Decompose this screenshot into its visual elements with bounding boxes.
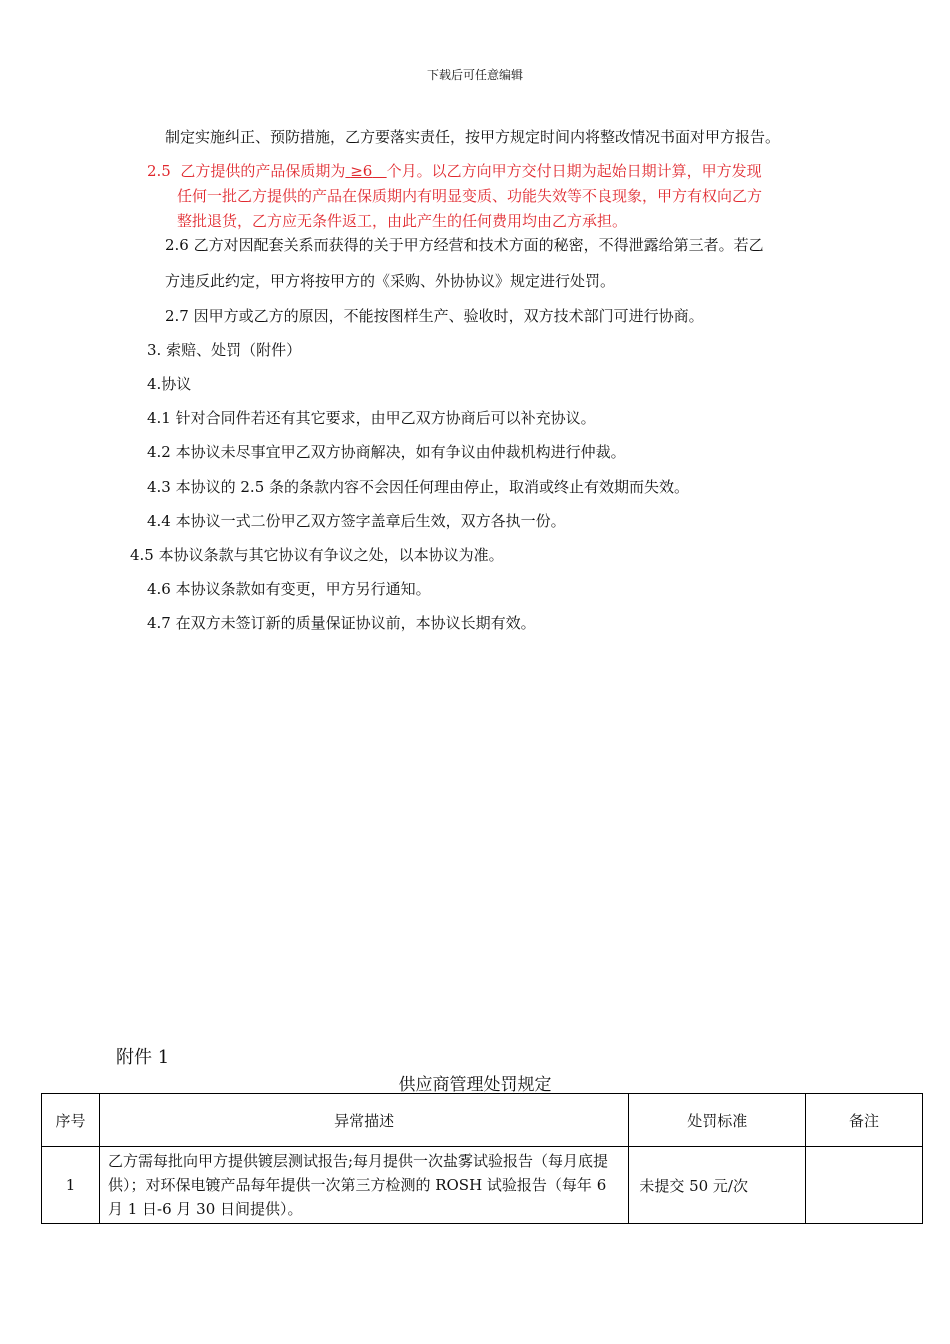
header-description: 异常描述	[99, 1094, 628, 1147]
clause-number: 2.5	[147, 162, 171, 180]
cell-remark	[806, 1147, 923, 1224]
clause-2-7: 2.7 因甲方或乙方的原因，不能按图样生产、验收时，双方技术部门可进行协商。	[165, 307, 704, 325]
clause-2-6-line-2: 方违反此约定，甲方将按甲方的《采购、外协协议》规定进行处罚。	[165, 272, 616, 290]
clause-text: 乙方提供的产品保质期为	[180, 162, 346, 180]
attachment-label: 附件 1	[116, 1047, 170, 1068]
clause-4: 4.协议	[147, 375, 192, 393]
clause-2-5-line-3: 整批退货，乙方应无条件返工，由此产生的任何费用均由乙方承担。	[177, 212, 628, 230]
paragraph-continuation: 制定实施纠正、预防措施，乙方要落实责任，按甲方规定时间内将整改情况书面对甲方报告。	[165, 128, 781, 146]
clause-4-3: 4.3 本协议的 2.5 条的条款内容不会因任何理由停止，取消或终止有效期而失效。	[147, 478, 690, 496]
cell-serial-no: 1	[42, 1147, 100, 1224]
table-title: 供应商管理处罚规定	[398, 1075, 552, 1095]
header-serial-no: 序号	[42, 1094, 100, 1147]
clause-2-5-line-2: 任何一批乙方提供的产品在保质期内有明显变质、功能失效等不良现象，甲方有权向乙方	[177, 187, 763, 205]
cell-penalty-standard: 未提交 50 元/次	[629, 1147, 806, 1224]
clause-4-7: 4.7 在双方未签订新的质量保证协议前，本协议长期有效。	[147, 614, 536, 632]
clause-3: 3. 索赔、处罚（附件）	[147, 341, 302, 359]
cell-description: 乙方需每批向甲方提供镀层测试报告;每月提供一次盐雾试验报告（每月底提供）；对环保电镀产品每年提供一次第三方检测的 ROSH 试验报告（每年 6 月 1 日-6 月 30 日间提供）。	[99, 1147, 628, 1224]
clause-4-1: 4.1 针对合同件若还有其它要求，由甲乙双方协商后可以补充协议。	[147, 409, 596, 427]
clause-2-6-line-1: 2.6 乙方对因配套关系而获得的关于甲方经营和技术方面的秘密，不得泄露给第三者。若乙	[165, 236, 764, 254]
clause-4-2: 4.2 本协议未尽事宜甲乙双方协商解决，如有争议由仲裁机构进行仲裁。	[147, 443, 626, 461]
shelf-life-value: ≥6	[350, 162, 373, 180]
page-header: 下载后可任意编辑	[426, 68, 523, 82]
clause-2-5-line-1	[147, 160, 762, 182]
header-penalty-standard: 处罚标准	[629, 1094, 806, 1147]
clause-4-4: 4.4 本协议一式二份甲乙双方签字盖章后生效，双方各执一份。	[147, 512, 566, 530]
table-header-row	[42, 1094, 923, 1147]
clause-4-6: 4.6 本协议条款如有变更，甲方另行通知。	[147, 580, 431, 598]
clause-text: 个月。以乙方向甲方交付日期为起始日期计算，甲方发现	[386, 162, 762, 180]
table-row	[42, 1147, 923, 1224]
header-remark: 备注	[806, 1094, 923, 1147]
penalty-table	[41, 1093, 923, 1224]
clause-4-5: 4.5 本协议条款与其它协议有争议之处，以本协议为准。	[130, 546, 504, 564]
